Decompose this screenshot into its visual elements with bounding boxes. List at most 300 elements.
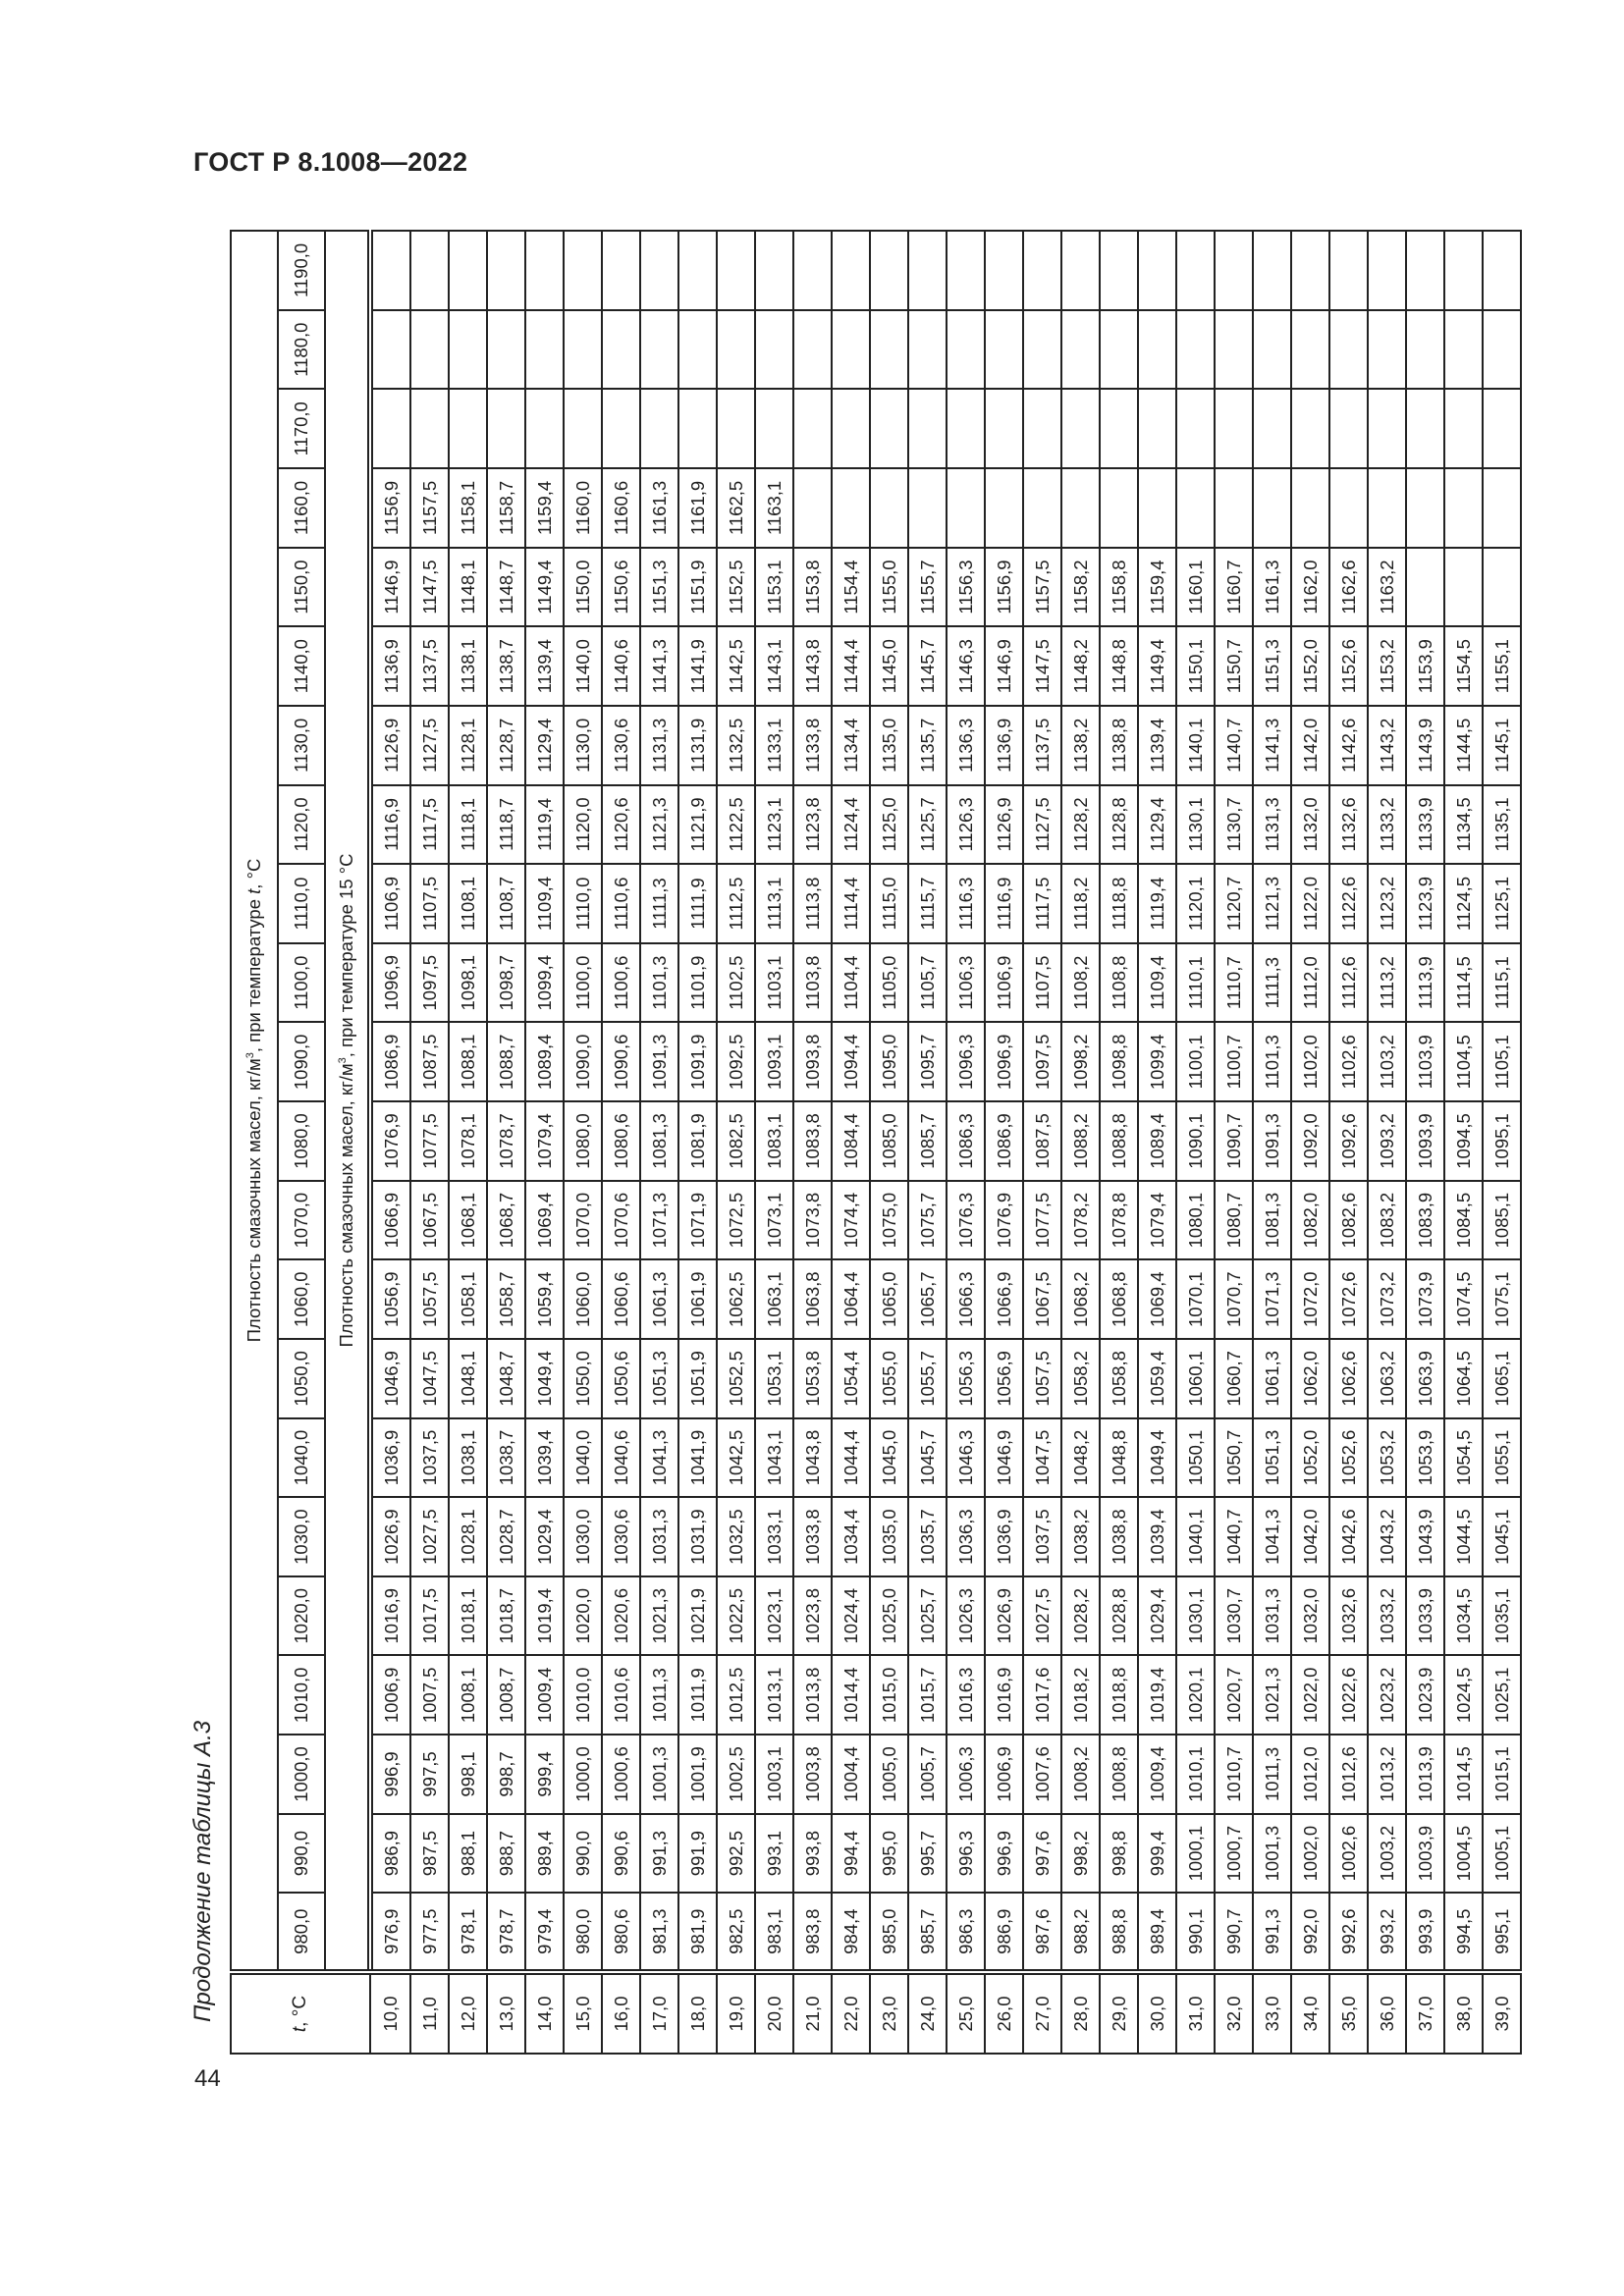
density-cell: 1131,3 xyxy=(1253,785,1291,865)
density-cell xyxy=(870,310,908,390)
density-cell: 1148,8 xyxy=(1100,626,1138,706)
density-cell: 1112,0 xyxy=(1291,943,1329,1023)
density-cell: 1111,9 xyxy=(678,864,717,943)
table-row xyxy=(410,231,449,2054)
density-cell: 1108,7 xyxy=(487,864,525,943)
density-cell: 1002,0 xyxy=(1291,1814,1329,1894)
density-cell: 1113,2 xyxy=(1368,943,1406,1023)
density-cell xyxy=(985,390,1023,469)
density-cell xyxy=(1329,468,1368,548)
temperature-cell: 25,0 xyxy=(947,1972,985,2054)
density-cell: 1152,0 xyxy=(1291,626,1329,706)
density-cell: 1005,1 xyxy=(1483,1814,1521,1894)
density-table xyxy=(230,230,1522,2055)
density-cell: 1110,0 xyxy=(564,864,602,943)
density-cell: 996,9 xyxy=(985,1814,1023,1894)
density-cell: 1149,4 xyxy=(525,548,564,627)
density-cell: 1071,3 xyxy=(1253,1259,1291,1339)
density-cell: 1133,1 xyxy=(755,706,793,785)
density-cell: 1016,3 xyxy=(947,1656,985,1735)
density-cell: 1136,9 xyxy=(985,706,1023,785)
density-cell: 1130,1 xyxy=(1176,785,1215,865)
density-cell: 1138,2 xyxy=(1061,706,1100,785)
density-cell: 1058,1 xyxy=(449,1259,487,1339)
table-row xyxy=(1100,231,1138,2054)
density-cell xyxy=(1253,390,1291,469)
column-header: 1160,0 xyxy=(278,468,325,548)
density-cell: 1075,0 xyxy=(870,1181,908,1260)
density-cell: 1118,1 xyxy=(449,785,487,865)
density-cell: 988,8 xyxy=(1100,1893,1138,1972)
density-cell: 1145,0 xyxy=(870,626,908,706)
density-cell: 1041,3 xyxy=(1253,1497,1291,1576)
density-cell: 1085,0 xyxy=(870,1101,908,1181)
density-cell: 1138,7 xyxy=(487,626,525,706)
temperature-cell: 15,0 xyxy=(564,1972,602,2054)
density-cell: 1162,5 xyxy=(717,468,755,548)
density-cell: 1066,9 xyxy=(370,1181,410,1260)
density-cell: 1004,4 xyxy=(832,1735,870,1814)
density-cell: 1021,3 xyxy=(640,1576,678,1656)
table-row xyxy=(564,231,602,2054)
density-cell xyxy=(1215,231,1253,310)
density-cell: 1138,1 xyxy=(449,626,487,706)
density-cell xyxy=(717,390,755,469)
density-cell xyxy=(640,390,678,469)
density-cell xyxy=(370,231,410,310)
temperature-cell: 21,0 xyxy=(793,1972,832,2054)
density-cell: 1140,0 xyxy=(564,626,602,706)
density-cell: 1156,9 xyxy=(370,468,410,548)
density-cell: 1073,9 xyxy=(1406,1259,1444,1339)
density-cell xyxy=(870,390,908,469)
density-cell: 1093,2 xyxy=(1368,1101,1406,1181)
table-row xyxy=(1444,231,1483,2054)
temperature-cell: 27,0 xyxy=(1023,1972,1061,2054)
table-row xyxy=(1368,231,1406,2054)
temperature-cell: 14,0 xyxy=(525,1972,564,2054)
density-cell: 1132,6 xyxy=(1329,785,1368,865)
density-cell xyxy=(1444,310,1483,390)
density-cell: 1028,8 xyxy=(1100,1576,1138,1656)
density-cell: 1064,5 xyxy=(1444,1339,1483,1418)
density-cell: 1025,7 xyxy=(908,1576,947,1656)
density-cell: 1044,4 xyxy=(832,1418,870,1498)
density-cell: 1050,7 xyxy=(1215,1418,1253,1498)
temperature-cell: 24,0 xyxy=(908,1972,947,2054)
density-cell: 1065,0 xyxy=(870,1259,908,1339)
title-text: , при температуре xyxy=(244,893,264,1053)
density-cell: 1059,4 xyxy=(1138,1339,1176,1418)
density-cell: 1040,7 xyxy=(1215,1497,1253,1576)
density-cell: 1151,3 xyxy=(640,548,678,627)
density-cell: 1142,5 xyxy=(717,626,755,706)
density-cell: 1033,9 xyxy=(1406,1576,1444,1656)
density-cell: 1092,5 xyxy=(717,1023,755,1102)
density-cell: 1144,5 xyxy=(1444,706,1483,785)
density-cell: 1020,6 xyxy=(602,1576,640,1656)
density-cell: 1087,5 xyxy=(410,1023,449,1102)
standard-code-header: ГОСТ Р 8.1008—2022 xyxy=(193,147,468,177)
density-cell: 1133,2 xyxy=(1368,785,1406,865)
density-cell: 1075,1 xyxy=(1483,1259,1521,1339)
density-cell xyxy=(717,310,755,390)
density-cell: 1008,8 xyxy=(1100,1735,1138,1814)
header-row-title xyxy=(231,231,278,2054)
density-cell: 1154,4 xyxy=(832,548,870,627)
density-cell xyxy=(1061,310,1100,390)
density-cell: 1130,6 xyxy=(602,706,640,785)
column-header: 1090,0 xyxy=(278,1023,325,1102)
density-cell: 1036,9 xyxy=(985,1497,1023,1576)
density-cell: 1135,0 xyxy=(870,706,908,785)
density-cell: 1019,4 xyxy=(525,1576,564,1656)
density-cell: 984,4 xyxy=(832,1893,870,1972)
density-cell: 1079,4 xyxy=(525,1101,564,1181)
density-cell: 1031,3 xyxy=(640,1497,678,1576)
density-cell xyxy=(1061,468,1100,548)
density-cell: 1098,8 xyxy=(1100,1023,1138,1102)
temperature-cell: 13,0 xyxy=(487,1972,525,2054)
temperature-cell: 35,0 xyxy=(1329,1972,1368,2054)
density-cell: 1148,7 xyxy=(487,548,525,627)
density-cell xyxy=(1023,468,1061,548)
density-cell xyxy=(908,231,947,310)
density-cell: 991,9 xyxy=(678,1814,717,1894)
temperature-cell: 37,0 xyxy=(1406,1972,1444,2054)
density-cell: 1163,2 xyxy=(1368,548,1406,627)
density-cell: 1051,9 xyxy=(678,1339,717,1418)
density-cell xyxy=(1329,390,1368,469)
temperature-cell: 11,0 xyxy=(410,1972,449,2054)
density-cell: 1138,8 xyxy=(1100,706,1138,785)
density-cell: 1053,9 xyxy=(1406,1418,1444,1498)
density-cell: 1003,1 xyxy=(755,1735,793,1814)
table-row xyxy=(947,231,985,2054)
table-row xyxy=(602,231,640,2054)
density-cell: 1063,8 xyxy=(793,1259,832,1339)
density-cell xyxy=(1444,548,1483,627)
density-cell xyxy=(1483,310,1521,390)
density-cell xyxy=(1061,231,1100,310)
density-cell: 1030,7 xyxy=(1215,1576,1253,1656)
density-cell: 1093,8 xyxy=(793,1023,832,1102)
density-cell: 998,8 xyxy=(1100,1814,1138,1894)
temperature-cell: 22,0 xyxy=(832,1972,870,2054)
density-cell: 1157,5 xyxy=(410,468,449,548)
density-cell xyxy=(1444,468,1483,548)
density-cell: 1122,6 xyxy=(1329,864,1368,943)
column-header: 980,0 xyxy=(278,1893,325,1972)
density-cell: 1082,6 xyxy=(1329,1181,1368,1260)
density-cell: 1120,6 xyxy=(602,785,640,865)
density-cell xyxy=(487,310,525,390)
density-cell: 1020,7 xyxy=(1215,1656,1253,1735)
density-cell: 1111,3 xyxy=(1253,943,1291,1023)
density-cell xyxy=(1406,548,1444,627)
title-text: Плотность смазочных масел, кг/м xyxy=(336,1063,356,1348)
density-cell: 1042,0 xyxy=(1291,1497,1329,1576)
density-cell: 1114,4 xyxy=(832,864,870,943)
density-cell: 1095,1 xyxy=(1483,1101,1521,1181)
table-row xyxy=(1061,231,1100,2054)
temperature-cell: 17,0 xyxy=(640,1972,678,2054)
density-cell xyxy=(564,310,602,390)
density-cell: 1063,2 xyxy=(1368,1339,1406,1418)
density-cell: 1127,5 xyxy=(410,706,449,785)
column-header: 1120,0 xyxy=(278,785,325,865)
density-cell: 1109,4 xyxy=(1138,943,1176,1023)
density-cell: 1064,4 xyxy=(832,1259,870,1339)
table-row xyxy=(870,231,908,2054)
density-cell: 1003,8 xyxy=(793,1735,832,1814)
density-cell xyxy=(1176,468,1215,548)
table-row xyxy=(449,231,487,2054)
density-cell: 1052,5 xyxy=(717,1339,755,1418)
density-cell: 1119,4 xyxy=(525,785,564,865)
density-cell: 1024,4 xyxy=(832,1576,870,1656)
density-cell: 1090,1 xyxy=(1176,1101,1215,1181)
density-cell: 1037,5 xyxy=(410,1418,449,1498)
density-cell: 1141,3 xyxy=(640,626,678,706)
table-row xyxy=(1406,231,1444,2054)
density-cell xyxy=(793,231,832,310)
density-cell: 1062,6 xyxy=(1329,1339,1368,1418)
density-cell xyxy=(1368,231,1406,310)
density-cell: 976,9 xyxy=(370,1893,410,1972)
density-cell: 1043,2 xyxy=(1368,1497,1406,1576)
density-cell: 1150,7 xyxy=(1215,626,1253,706)
density-cell: 1007,5 xyxy=(410,1656,449,1735)
density-cell: 1115,0 xyxy=(870,864,908,943)
density-cell: 1033,1 xyxy=(755,1497,793,1576)
density-cell: 1143,1 xyxy=(755,626,793,706)
density-cell: 1145,1 xyxy=(1483,706,1521,785)
density-cell: 1056,9 xyxy=(370,1259,410,1339)
density-cell: 1030,6 xyxy=(602,1497,640,1576)
density-cell: 1043,9 xyxy=(1406,1497,1444,1576)
density-cell xyxy=(410,231,449,310)
temperature-cell: 38,0 xyxy=(1444,1972,1483,2054)
temperature-cell: 29,0 xyxy=(1100,1972,1138,2054)
density-cell: 1133,9 xyxy=(1406,785,1444,865)
density-cell: 1060,7 xyxy=(1215,1339,1253,1418)
density-cell: 1041,3 xyxy=(640,1418,678,1498)
density-cell: 1010,7 xyxy=(1215,1735,1253,1814)
density-cell: 1151,3 xyxy=(1253,626,1291,706)
density-cell xyxy=(1483,231,1521,310)
table-row xyxy=(1253,231,1291,2054)
table-row xyxy=(1215,231,1253,2054)
table-row xyxy=(985,231,1023,2054)
density-cell: 1150,1 xyxy=(1176,626,1215,706)
density-cell: 1068,7 xyxy=(487,1181,525,1260)
density-cell: 1118,8 xyxy=(1100,864,1138,943)
title-text: Плотность смазочных масел, кг/м xyxy=(244,1058,264,1343)
density-cell xyxy=(449,310,487,390)
density-cell: 999,4 xyxy=(525,1735,564,1814)
density-cell: 1009,4 xyxy=(525,1656,564,1735)
density-cell: 1028,2 xyxy=(1061,1576,1100,1656)
density-cell xyxy=(410,310,449,390)
density-cell xyxy=(678,231,717,310)
density-cell: 1013,2 xyxy=(1368,1735,1406,1814)
density-cell: 1157,5 xyxy=(1023,548,1061,627)
density-cell: 1050,0 xyxy=(564,1339,602,1418)
density-cell: 1154,5 xyxy=(1444,626,1483,706)
column-header: 1010,0 xyxy=(278,1656,325,1735)
density-cell: 1123,8 xyxy=(793,785,832,865)
density-cell: 1128,1 xyxy=(449,706,487,785)
density-cell: 1102,0 xyxy=(1291,1023,1329,1102)
density-cell: 1069,4 xyxy=(1138,1259,1176,1339)
density-cell: 1015,0 xyxy=(870,1656,908,1735)
density-cell: 1040,1 xyxy=(1176,1497,1215,1576)
density-cell: 1018,8 xyxy=(1100,1656,1138,1735)
density-cell: 1011,3 xyxy=(640,1656,678,1735)
density-cell xyxy=(487,390,525,469)
density-cell: 1126,9 xyxy=(370,706,410,785)
density-cell: 1056,9 xyxy=(985,1339,1023,1418)
density-cell: 1074,4 xyxy=(832,1181,870,1260)
density-cell: 1110,7 xyxy=(1215,943,1253,1023)
density-cell: 1008,7 xyxy=(487,1656,525,1735)
density-cell: 1034,4 xyxy=(832,1497,870,1576)
density-cell: 1003,9 xyxy=(1406,1814,1444,1894)
density-cell: 1004,5 xyxy=(1444,1814,1483,1894)
density-cell xyxy=(410,390,449,469)
table-row xyxy=(1291,231,1329,2054)
density-cell: 997,5 xyxy=(410,1735,449,1814)
density-cell: 1121,3 xyxy=(640,785,678,865)
density-cell: 1083,1 xyxy=(755,1101,793,1181)
density-cell: 994,5 xyxy=(1444,1893,1483,1972)
density-cell: 1018,7 xyxy=(487,1576,525,1656)
density-cell: 1093,1 xyxy=(755,1023,793,1102)
density-cell: 1122,5 xyxy=(717,785,755,865)
density-cell xyxy=(870,231,908,310)
density-cell xyxy=(832,231,870,310)
table-body xyxy=(370,231,1521,2054)
density-cell: 1085,1 xyxy=(1483,1181,1521,1260)
density-cell: 1045,7 xyxy=(908,1418,947,1498)
density-cell xyxy=(602,310,640,390)
density-cell xyxy=(832,310,870,390)
density-cell: 1001,3 xyxy=(640,1735,678,1814)
density-cell: 1018,1 xyxy=(449,1576,487,1656)
density-cell: 1104,4 xyxy=(832,943,870,1023)
table-row xyxy=(908,231,947,2054)
density-cell: 1046,9 xyxy=(985,1418,1023,1498)
density-at-t-title xyxy=(231,231,278,1972)
density-cell xyxy=(870,468,908,548)
density-cell: 1000,7 xyxy=(1215,1814,1253,1894)
column-header: 1110,0 xyxy=(278,864,325,943)
density-cell: 1076,9 xyxy=(370,1101,410,1181)
density-cell xyxy=(832,468,870,548)
density-cell: 1151,9 xyxy=(678,548,717,627)
density-cell xyxy=(1023,231,1061,310)
density-cell xyxy=(1291,468,1329,548)
density-cell: 1023,8 xyxy=(793,1576,832,1656)
density-cell: 1019,4 xyxy=(1138,1656,1176,1735)
density-cell: 1079,4 xyxy=(1138,1181,1176,1260)
density-cell: 1088,8 xyxy=(1100,1101,1138,1181)
density-cell: 1162,6 xyxy=(1329,548,1368,627)
table-row xyxy=(832,231,870,2054)
density-cell: 1073,1 xyxy=(755,1181,793,1260)
density-cell: 1040,0 xyxy=(564,1418,602,1498)
density-cell xyxy=(1253,231,1291,310)
density-cell xyxy=(1138,310,1176,390)
density-cell: 1059,4 xyxy=(525,1259,564,1339)
density-cell xyxy=(1368,390,1406,469)
density-cell: 1037,5 xyxy=(1023,1497,1061,1576)
density-cell: 1117,5 xyxy=(410,785,449,865)
density-cell xyxy=(947,231,985,310)
density-cell: 1065,7 xyxy=(908,1259,947,1339)
density-cell: 1096,9 xyxy=(370,943,410,1023)
density-cell: 1129,4 xyxy=(1138,785,1176,865)
density-cell: 1000,1 xyxy=(1176,1814,1215,1894)
density-cell: 1137,5 xyxy=(1023,706,1061,785)
density-cell: 993,2 xyxy=(1368,1893,1406,1972)
density-cell: 991,3 xyxy=(640,1814,678,1894)
density-cell xyxy=(602,231,640,310)
density-cell: 983,8 xyxy=(793,1893,832,1972)
density-cell: 978,1 xyxy=(449,1893,487,1972)
density-cell: 1066,3 xyxy=(947,1259,985,1339)
density-cell: 1016,9 xyxy=(370,1576,410,1656)
density-cell: 978,7 xyxy=(487,1893,525,1972)
density-cell: 1150,6 xyxy=(602,548,640,627)
density-cell: 1026,9 xyxy=(985,1576,1023,1656)
density-cell: 1041,9 xyxy=(678,1418,717,1498)
density-cell: 1020,1 xyxy=(1176,1656,1215,1735)
header-row-column-values xyxy=(278,231,325,2054)
density-cell: 1062,0 xyxy=(1291,1339,1329,1418)
density-cell: 1130,0 xyxy=(564,706,602,785)
column-header: 1170,0 xyxy=(278,390,325,469)
density-cell: 1060,1 xyxy=(1176,1339,1215,1418)
density-cell: 1108,1 xyxy=(449,864,487,943)
table-row xyxy=(1483,231,1521,2054)
density-cell xyxy=(755,390,793,469)
temperature-cell: 19,0 xyxy=(717,1972,755,2054)
density-cell xyxy=(370,390,410,469)
density-cell: 1062,5 xyxy=(717,1259,755,1339)
column-header: 1180,0 xyxy=(278,310,325,390)
density-cell xyxy=(678,310,717,390)
column-header: 1080,0 xyxy=(278,1101,325,1181)
density-cell xyxy=(908,310,947,390)
density-cell: 993,8 xyxy=(793,1814,832,1894)
density-cell: 1086,9 xyxy=(370,1023,410,1102)
density-cell xyxy=(525,231,564,310)
density-cell: 1131,9 xyxy=(678,706,717,785)
density-cell: 1053,1 xyxy=(755,1339,793,1418)
density-cell: 1103,2 xyxy=(1368,1023,1406,1102)
density-cell: 1073,8 xyxy=(793,1181,832,1260)
table-row xyxy=(793,231,832,2054)
temperature-cell: 33,0 xyxy=(1253,1972,1291,2054)
density-cell: 1086,9 xyxy=(985,1101,1023,1181)
density-cell: 986,9 xyxy=(985,1893,1023,1972)
density-cell: 1101,3 xyxy=(1253,1023,1291,1102)
density-cell: 1120,1 xyxy=(1176,864,1215,943)
density-cell: 1103,1 xyxy=(755,943,793,1023)
density-cell: 1054,4 xyxy=(832,1339,870,1418)
